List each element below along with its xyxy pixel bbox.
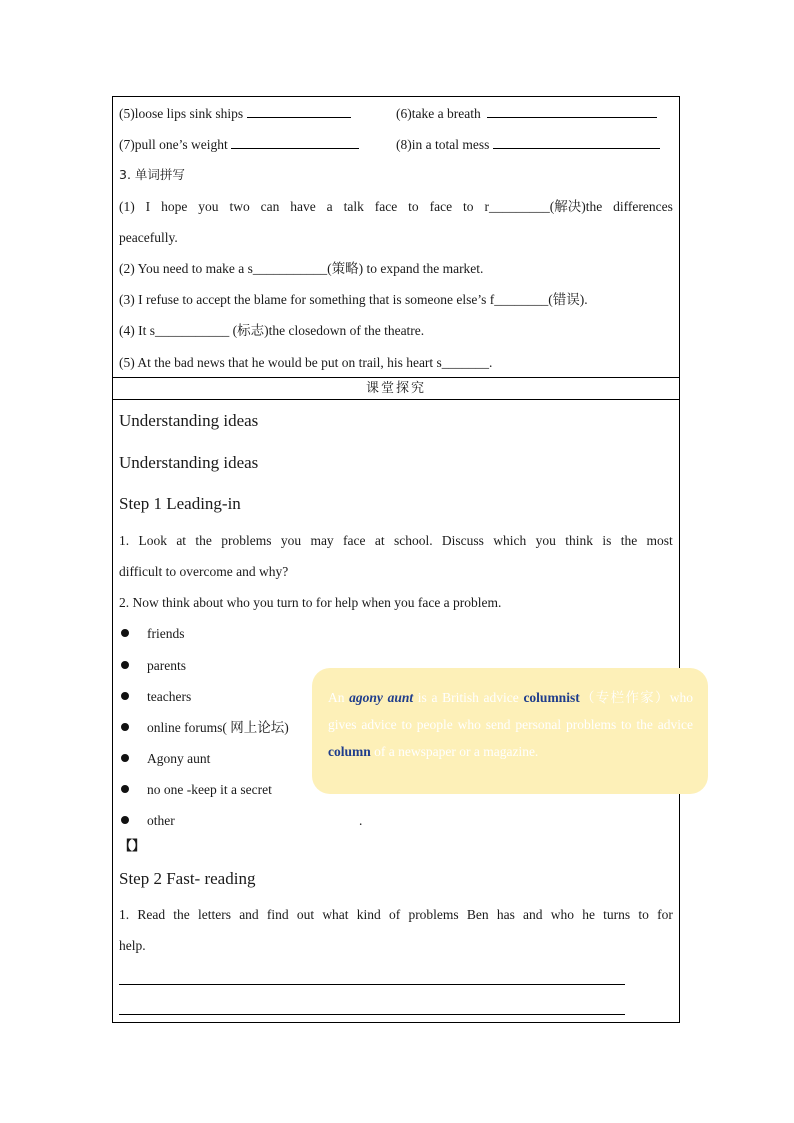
bullet-dot (121, 785, 129, 793)
step2-question1-line1 (119, 906, 673, 924)
word: who (550, 907, 574, 922)
answer-line[interactable] (119, 1014, 625, 1015)
spelling-q1-line2: peacefully. (119, 230, 178, 245)
word: of (388, 907, 401, 922)
word: talk (343, 199, 364, 214)
word: to (463, 199, 474, 214)
word: turns (603, 907, 631, 922)
phrase-5: (5)loose lips sink ships (119, 104, 351, 123)
answer-line[interactable] (119, 984, 625, 985)
word: the (620, 533, 638, 548)
spelling-q2: (2) You need to make a s___________(策略) to expand the market. (119, 261, 484, 276)
section-header: 课堂探究 (365, 381, 426, 396)
bullet-dot (121, 692, 129, 700)
word: which (493, 533, 527, 548)
bullet-item-other: other (147, 813, 175, 828)
word: 1. (119, 533, 130, 548)
bullet-dot (121, 661, 129, 669)
word: r_________(解决)the (484, 199, 603, 214)
callout-text-part: （专栏作家）who gives advice to people who send personal problems to the advice (328, 690, 693, 732)
callout-text (328, 684, 693, 765)
word: find (266, 907, 289, 922)
bracket-marker: 【】 (119, 839, 146, 854)
word: two (229, 199, 250, 214)
step2-question1-line2: help. (119, 938, 146, 953)
word: at (176, 533, 187, 548)
word: and (523, 907, 543, 922)
bullet-dot (121, 723, 129, 731)
spelling-q5: (5) At the bad news that he would be put on trail, his heart s_______. (119, 355, 493, 370)
word: face (374, 199, 398, 214)
callout-keyword-columnist: columnist (523, 690, 580, 705)
phrase-8: (8)in a total mess (396, 135, 660, 154)
word: is (602, 533, 612, 548)
word: school. (393, 533, 433, 548)
word: face (343, 533, 366, 548)
callout-keyword-agony-aunt: agony aunt (349, 690, 414, 705)
bullet-item-teachers: teachers (147, 689, 192, 704)
word: the (173, 907, 190, 922)
word: have (290, 199, 316, 214)
bullet-item-online-forums: online forums( 网上论坛) (147, 720, 289, 735)
word: the (195, 533, 212, 548)
word: you (535, 533, 556, 548)
word: to (638, 907, 649, 922)
phrase-7: (7)pull one’s weight (119, 135, 359, 154)
bullet-item-parents: parents (147, 658, 186, 673)
word: letters (197, 907, 231, 922)
word: (1) (119, 199, 135, 214)
word: hope (161, 199, 188, 214)
bullet-item-no-one: no one -keep it a secret (147, 782, 272, 797)
step1-question1-line2: difficult to overcome and why? (119, 564, 289, 579)
word: can (260, 199, 280, 214)
word: problems (408, 907, 459, 922)
callout-text-part: of a newspaper or a magazine. (370, 744, 539, 759)
word: Ben (466, 907, 489, 922)
word: most (646, 533, 673, 548)
word: may (310, 533, 334, 548)
word: differences (613, 199, 673, 214)
spelling-q4: (4) It s___________ (标志)the closedown of the theatre. (119, 323, 425, 338)
bullet-dot (121, 629, 129, 637)
word: a (326, 199, 333, 214)
word: I (145, 199, 151, 214)
word: he (582, 907, 595, 922)
step1-question2: 2. Now think about who you turn to for help when you face a problem. (119, 595, 502, 610)
word: face (429, 199, 453, 214)
word: Read (137, 907, 166, 922)
title-understanding-ideas-repeat: Understanding ideas (119, 453, 259, 472)
word: at (374, 533, 385, 548)
word: and (239, 907, 259, 922)
table-divider (112, 377, 680, 378)
word: you (280, 533, 302, 548)
word: for (657, 907, 673, 922)
step1-heading: Step 1 Leading-in (119, 494, 241, 513)
phrase-6: (6)take a breath (396, 104, 657, 123)
title-understanding-ideas: Understanding ideas (119, 411, 259, 430)
callout-text-part: An (328, 690, 350, 705)
step1-question1-line1 (119, 532, 673, 550)
bullet-item-agony-aunt: Agony aunt (147, 751, 211, 766)
callout-keyword-column: column (328, 744, 371, 759)
word: kind (356, 907, 381, 922)
bullet-item-friends: friends (147, 626, 185, 641)
spelling-q1-line1 (119, 198, 673, 216)
callout-text-part: is a British advice (413, 690, 524, 705)
word: think (565, 533, 593, 548)
word: has (496, 907, 515, 922)
spelling-heading: 3. 单词拼写 (119, 167, 185, 182)
word: Discuss (441, 533, 484, 548)
word: problems (221, 533, 272, 548)
spelling-q3: (3) I refuse to accept the blame for something that is someone else’s f________(错误). (119, 292, 588, 307)
word: Look (138, 533, 167, 548)
word: to (408, 199, 419, 214)
bullet-dot (121, 754, 129, 762)
step2-heading: Step 2 Fast- reading (119, 869, 256, 888)
word: what (322, 907, 349, 922)
word: out (296, 907, 315, 922)
table-divider (112, 399, 680, 400)
bullet-dot (121, 816, 129, 824)
word: you (198, 199, 219, 214)
word: 1. (119, 907, 130, 922)
other-period: . (359, 813, 363, 828)
